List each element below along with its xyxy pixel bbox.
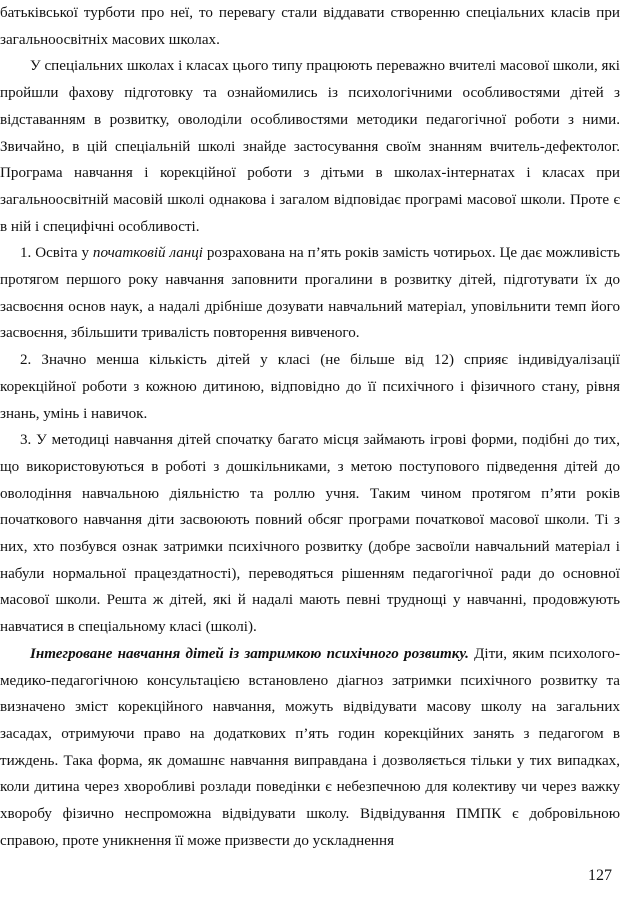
paragraph-continuation: батьківської турботи про неї, то перевагу стали віддавати створенню спеціальних класів при загальноосвітніх масових школах. — [0, 5, 620, 48]
list-item-1-prefix: 1. Освіта у — [20, 245, 93, 262]
paragraph-integrated-learning — [0, 641, 620, 855]
page-number: 127 — [588, 867, 612, 884]
list-item-1-text: розрахована на п’ять років замість чотирьох. Це дає можливість протягом першого року навчання заповнити прогалини в розвитку дітей, підготувати їх до засвоєння основ наук, а надалі дрібніше дозувати навчальний матеріал, уповільнити темп його засвоєння, збільшити тривалість повторення вивченого. — [0, 245, 620, 342]
list-item-1-italic-term: початковій ланці — [92, 245, 203, 262]
list-item-2: 2. Значно менша кількість дітей у класі (не більше від 12) сприяє індивідуалізації корекційної роботи з кожною дитиною, відповідно до її психічного і фізичного стану, рівня знань, умінь і навичок. — [0, 352, 620, 422]
paragraph-special-schools: У спеціальних школах і класах цього типу працюють переважно вчителі масової школи, які пройшли фахову підготовку та ознайомились із психологічними особливостями дітей з відставанням в розвитку, оволоділи особливостями методики педагогічної роботи з ними. Звичайно, в цій спеціальній школі знайде застосування своїм знанням вчитель-дефектолог. Програма навчання і корекційної роботи з дітьми в школах-інтернатах і класах при загальноосвітній масовій школі однакова і загалом відповідає програмі масової школи. Проте є в ній і специфічні особливості. — [0, 58, 620, 235]
section-heading-inline: Інтегроване навчання дітей із затримкою психічного розвитку. — [30, 645, 469, 662]
paragraph-integrated-text: Діти, яким психолого-медико-педагогічною консультацією встановлено діагноз затримки психічного розвитку та визначено зміст корекційного навчання, можуть відвідувати масову школу на загальних засадах, отримуючи право на додаткових п’ять годин корекційних занять з педагогом в тиждень. Така форма, як домашнє навчання виправдана і дозволяється тільки у тих випадках, коли дитина через хворобливі розлади поведінки є небезпечною для колективу чи через важку хворобу фізично неспроможна відвідувати школу. Відвідування ПМПК є добровільною справою, проте уникнення її може призвести до ускладнення — [0, 645, 620, 849]
list-item-3: 3. У методиці навчання дітей спочатку багато місця займають ігрові форми, подібні до тих, що використовуються в роботі з дошкільниками, з метою поступового підведення дітей до оволодіння навчальною діяльністю та роллю учня. Таким чином протягом п’яти років початкового навчання діти засвоюють повний обсяг програми початкової масової школи. Ті з них, хто позбувся ознак затримки психічного розвитку (добре засвоїли навчальний матеріал і набули нормальної працездатності), переводяться рішенням педагогічної ради до основної масової школи. Решта ж дітей, які й надалі мають певні труднощі у навчанні, продовжують навчатися в спеціальному класі (школі). — [0, 432, 620, 636]
list-item-1 — [0, 240, 620, 347]
